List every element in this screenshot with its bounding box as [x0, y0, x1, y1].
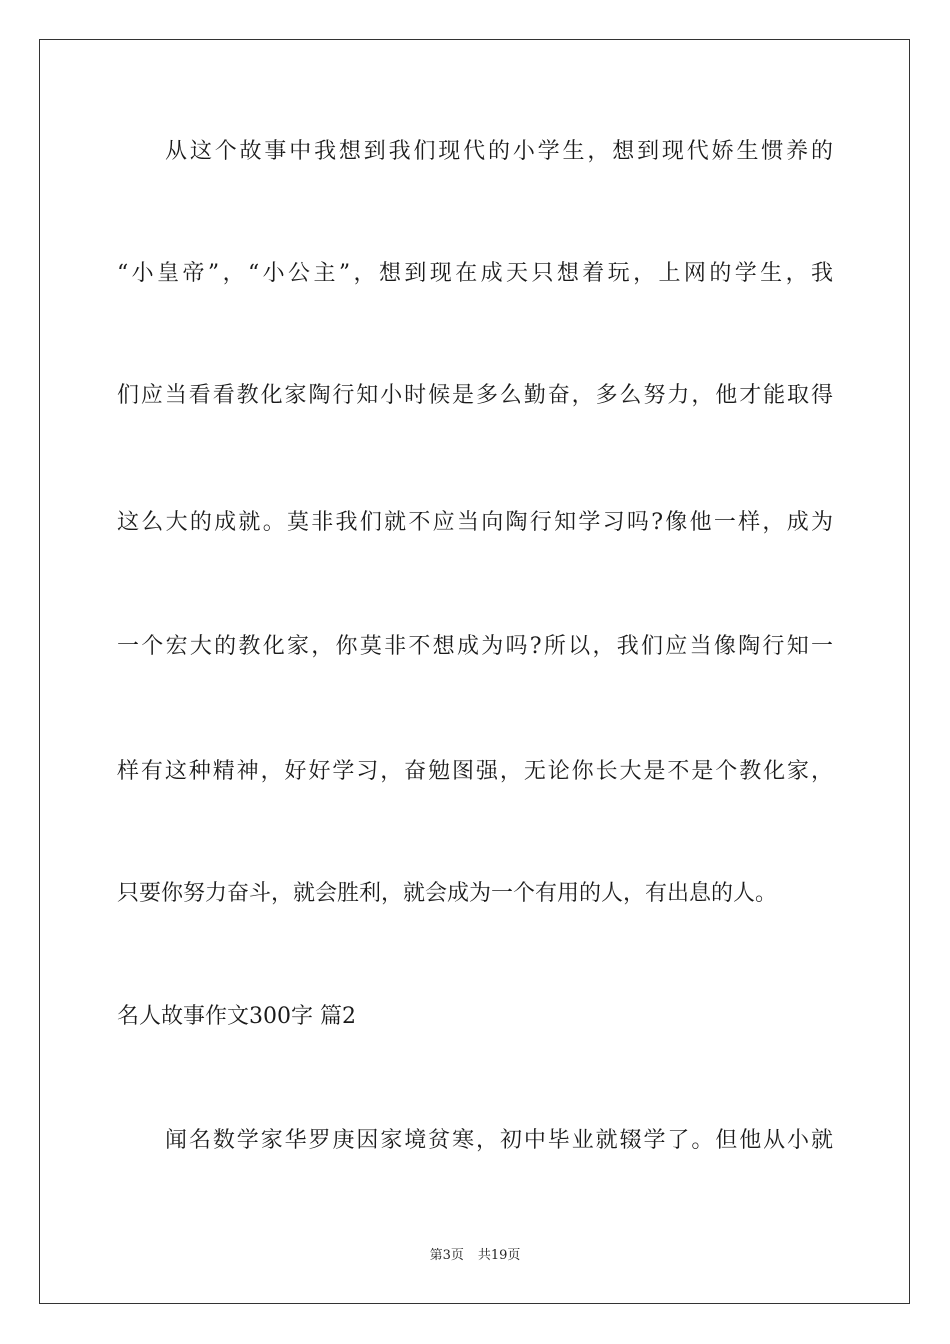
body-line-2: “小皇帝”，“小公主”，想到现在成天只想着玩，上网的学生，我: [117, 261, 833, 286]
body-line-6: 样有这种精神，好好学习，奋勉图强，无论你长大是不是个教化家，: [117, 759, 833, 784]
body-line-4: 这么大的成就。莫非我们就不应当向陶行知学习吗?像他一样，成为: [117, 510, 833, 535]
page-footer: [0, 1247, 950, 1265]
page-number: 第3页: [429, 1248, 464, 1263]
section-heading: 名人故事作文300字 篇2: [117, 1004, 356, 1029]
body-line-7: 只要你努力奋斗，就会胜利，就会成为一个有用的人，有出息的人。: [117, 881, 778, 906]
body-line-1: 从这个故事中我想到我们现代的小学生，想到现代娇生惯养的: [165, 139, 833, 164]
body-line-5: 一个宏大的教化家，你莫非不想成为吗?所以，我们应当像陶行知一: [117, 634, 833, 659]
page-border: [39, 39, 910, 1304]
body-line-3: 们应当看看教化家陶行知小时候是多么勤奋，多么努力，他才能取得: [117, 383, 833, 408]
page-total: 共19页: [477, 1248, 521, 1263]
body-line-8: 闻名数学家华罗庚因家境贫寒，初中毕业就辍学了。但他从小就: [165, 1128, 833, 1153]
